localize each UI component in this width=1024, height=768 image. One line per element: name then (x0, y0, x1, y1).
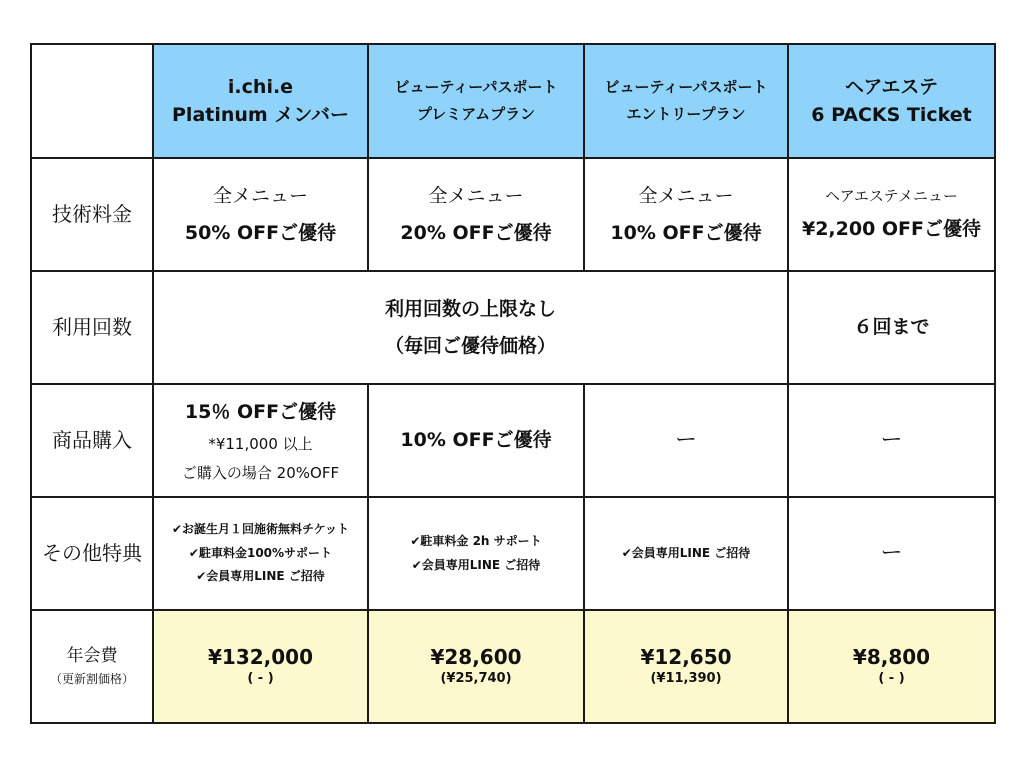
plan-header-entry (584, 44, 788, 158)
product-purchase-row (31, 384, 995, 497)
usage-unlimited: 利用回数の上限なし (384, 298, 556, 321)
fee-scope: 全メニュー (428, 185, 524, 208)
usage-note: （毎回ご優待価格） (384, 334, 556, 357)
annual-fee-hair-esthe (788, 610, 995, 723)
plan-header-platinum (153, 44, 368, 158)
plan-header-premium (368, 44, 584, 158)
row-label-annual-fee (31, 610, 153, 723)
fee-discount: 20% OFFご優待 (400, 221, 552, 244)
benefit-item: ✔お誕生月１回施術無料チケット (172, 522, 349, 537)
not-applicable-dash: ー (880, 427, 903, 453)
benefit-item: ✔会員専用LINE ご招待 (411, 557, 541, 572)
annual-price: ¥28,600 (430, 645, 522, 670)
row-label-product-purchase: 商品購入 (31, 384, 153, 497)
annual-price: ¥132,000 (207, 645, 313, 670)
usage-limit: ６回まで (853, 316, 930, 339)
product-purchase-premium (368, 384, 584, 497)
renewal-price: (¥11,390) (650, 671, 722, 687)
annual-price: ¥8,800 (852, 645, 931, 670)
usage-count-row (31, 271, 995, 384)
row-label-technical-fee: 技術料金 (31, 158, 153, 271)
usage-count-merged (153, 271, 788, 384)
fee-discount: 10% OFFご優待 (610, 221, 762, 244)
plan-name-line1: ヘアエステ (844, 75, 939, 98)
purchase-condition: *¥11,000 以上 (208, 435, 313, 454)
technical-fee-row (31, 158, 995, 271)
plan-name-line2: 6 PACKS Ticket (811, 104, 972, 126)
fee-scope: ヘアエステメニュー (825, 187, 958, 206)
technical-fee-hair-esthe (788, 158, 995, 271)
fee-discount: ¥2,200 OFFご優待 (801, 217, 982, 240)
benefit-item: ✔会員専用LINE ご招待 (621, 545, 751, 560)
header-row (31, 44, 995, 158)
renewal-price: ( - ) (878, 671, 905, 687)
technical-fee-premium (368, 158, 584, 271)
plan-name-line1: ビューティーパスポート (394, 78, 558, 96)
purchase-condition-detail: ご購入の場合 20%OFF (181, 463, 340, 482)
other-benefits-entry (584, 497, 788, 610)
plan-name-line2: プレミアムプラン (416, 105, 536, 123)
annual-price: ¥12,650 (640, 645, 732, 670)
fee-scope: 全メニュー (638, 185, 734, 208)
product-purchase-entry (584, 384, 788, 497)
benefit-item: ✔駐車料金100%サポート (188, 545, 333, 560)
purchase-discount: 10% OFFご優待 (400, 429, 552, 452)
other-benefits-row (31, 497, 995, 610)
usage-count-hair-esthe (788, 271, 995, 384)
fee-scope: 全メニュー (212, 185, 308, 208)
plan-comparison-table (30, 43, 996, 724)
fee-discount: 50% OFFご優待 (184, 221, 337, 244)
other-benefits-platinum (153, 497, 368, 610)
renewal-price: ( - ) (247, 671, 274, 687)
technical-fee-entry (584, 158, 788, 271)
annual-fee-premium (368, 610, 584, 723)
annual-fee-row (31, 610, 995, 723)
row-label-usage-count: 利用回数 (31, 271, 153, 384)
plan-header-hair-esthe (788, 44, 995, 158)
other-benefits-premium (368, 497, 584, 610)
annual-fee-label: 年会費 (66, 646, 118, 667)
plan-name-line1: ビューティーパスポート (604, 78, 768, 96)
plan-name-line2: Platinum メンバー (172, 104, 349, 126)
benefit-item: ✔駐車料金 2h サポート (410, 534, 542, 549)
annual-fee-entry (584, 610, 788, 723)
not-applicable-dash: ー (880, 540, 903, 566)
annual-fee-platinum (153, 610, 368, 723)
other-benefits-hair-esthe (788, 497, 995, 610)
benefit-item: ✔会員専用LINE ご招待 (196, 569, 325, 584)
plan-name-line2: エントリープラン (626, 105, 746, 123)
purchase-discount: 15％ OFFご優待 (184, 400, 337, 423)
product-purchase-hair-esthe (788, 384, 995, 497)
renewal-price-label: （更新割価格） (49, 671, 134, 686)
technical-fee-platinum (153, 158, 368, 271)
plan-name-line1: i.chi.e (227, 75, 294, 98)
renewal-price: (¥25,740) (440, 671, 512, 687)
product-purchase-platinum (153, 384, 368, 497)
not-applicable-dash: ー (674, 427, 697, 453)
row-label-other-benefits: その他特典 (31, 497, 153, 610)
corner-cell (31, 44, 153, 158)
